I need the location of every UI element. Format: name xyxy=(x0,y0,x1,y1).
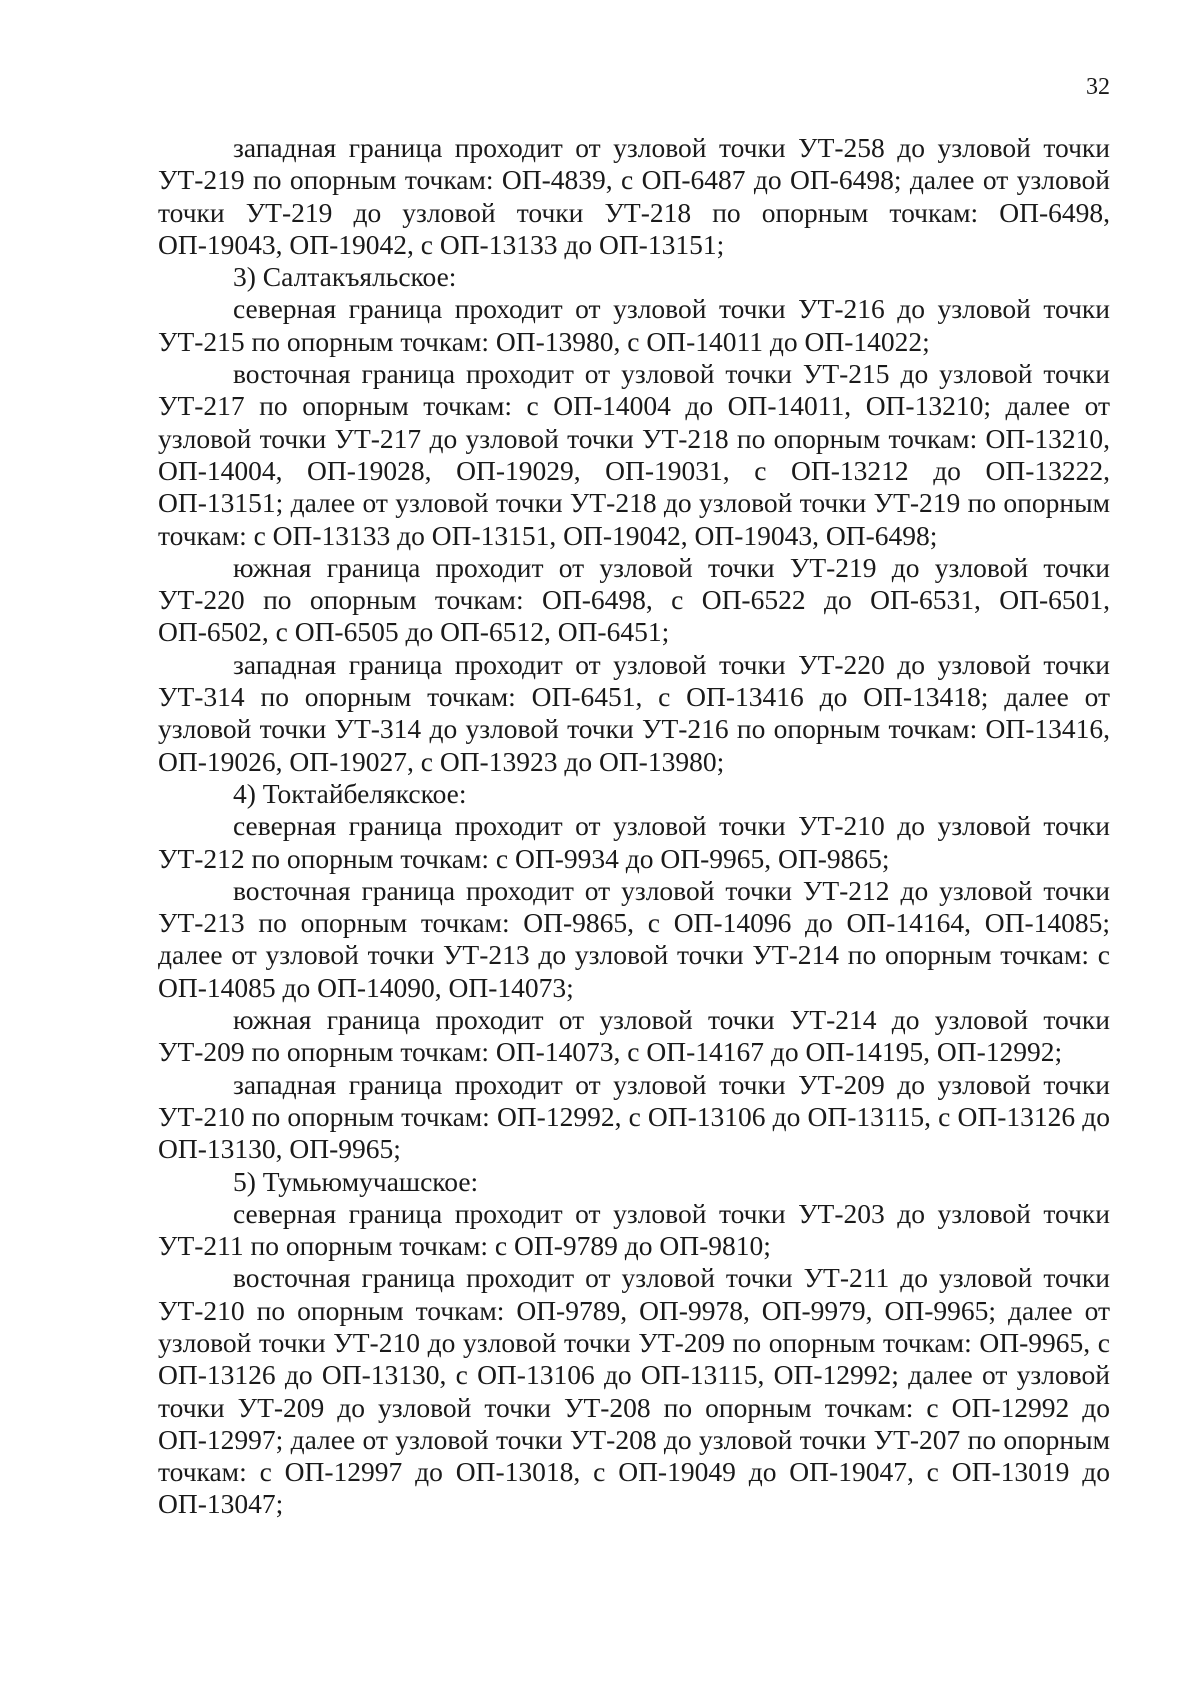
page-number: 32 xyxy=(1086,74,1110,100)
document-body xyxy=(158,132,1110,1521)
paragraph-western-boundary: западная граница проходит от узловой точки УТ-258 до узловой точки УТ-219 по опорным точкам: ОП-4839, с ОП-6487 до ОП-6498; далее от узловой точки УТ-219 до узловой точки УТ-218 по опорным точкам: ОП-6498, ОП-19043, ОП-19042, с ОП-13133 до ОП-13151; xyxy=(158,132,1110,260)
paragraph-western-boundary: западная граница проходит от узловой точки УТ-220 до узловой точки УТ-314 по опорным точкам: ОП-6451, с ОП-13416 до ОП-13418; далее от узловой точки УТ-314 до узловой точки УТ-216 по опорным точкам: ОП-13416, ОП-19026, ОП-19027, с ОП-13923 до ОП-13980; xyxy=(158,648,1110,777)
paragraph-eastern-boundary: восточная граница проходит от узловой точки УТ-212 до узловой точки УТ-213 по опорным точкам: ОП-9865, с ОП-14096 до ОП-14164, ОП-14085; далее от узловой точки УТ-213 до узловой точки УТ-214 по опорным точкам: с ОП-14085 до ОП-14090, ОП-14073; xyxy=(158,874,1110,1003)
paragraph-northern-boundary: северная граница проходит от узловой точки УТ-216 до узловой точки УТ-215 по опорным точкам: ОП-13980, с ОП-14011 до ОП-14022; xyxy=(158,293,1110,357)
paragraph-eastern-boundary: восточная граница проходит от узловой точки УТ-215 до узловой точки УТ-217 по опорным точкам: с ОП-14004 до ОП-14011, ОП-13210; далее от узловой точки УТ-217 до узловой точки УТ-218 по опорным точкам: ОП-13210, ОП-14004, ОП-19028, ОП-19029, ОП-19031, с ОП-13212 до ОП-13222, ОП-13151; далее от узловой точки УТ-218 до узловой точки УТ-219 по опорным точкам: с ОП-13133 до ОП-13151, ОП-19042, ОП-19043, ОП-6498; xyxy=(158,358,1110,551)
section-heading-saltakyalskoe: 3) Салтакъяльское: xyxy=(233,261,457,293)
paragraph-northern-boundary: северная граница проходит от узловой точки УТ-210 до узловой точки УТ-212 по опорным точкам: с ОП-9934 до ОП-9965, ОП-9865; xyxy=(158,810,1110,874)
paragraph-southern-boundary: южная граница проходит от узловой точки УТ-219 до узловой точки УТ-220 по опорным точкам: ОП-6498, с ОП-6522 до ОП-6531, ОП-6501, ОП-6502, с ОП-6505 до ОП-6512, ОП-6451; xyxy=(158,551,1110,648)
paragraph-eastern-boundary: восточная граница проходит от узловой точки УТ-211 до узловой точки УТ-210 по опорным точкам: ОП-9789, ОП-9978, ОП-9979, ОП-9965; далее от узловой точки УТ-210 до узловой точки УТ-209 по опорным точкам: ОП-9965, с ОП-13126 до ОП-13130, с ОП-13106 до ОП-13115, ОП-12992; далее от узловой точки УТ-209 до узловой точки УТ-208 по опорным точкам: с ОП-12992 до ОП-12997; далее от узловой точки УТ-208 до узловой точки УТ-207 по опорным точкам: с ОП-12997 до ОП-13018, с ОП-19049 до ОП-19047, с ОП-13019 до ОП-13047; xyxy=(158,1262,1110,1520)
paragraph-northern-boundary: северная граница проходит от узловой точки УТ-203 до узловой точки УТ-211 по опорным точкам: с ОП-9789 до ОП-9810; xyxy=(158,1197,1110,1262)
paragraph-western-boundary: западная граница проходит от узловой точки УТ-209 до узловой точки УТ-210 по опорным точкам: ОП-12992, с ОП-13106 до ОП-13115, с ОП-13126 до ОП-13130, ОП-9965; xyxy=(158,1068,1110,1165)
section-heading-toktaybelyakskoe: 4) Токтайбелякское: xyxy=(233,777,467,809)
paragraph-southern-boundary: южная граница проходит от узловой точки УТ-214 до узловой точки УТ-209 по опорным точкам: ОП-14073, с ОП-14167 до ОП-14195, ОП-12992; xyxy=(158,1004,1110,1068)
section-heading-tumyumuchashskoe: 5) Тумьюмучашское: xyxy=(233,1165,479,1197)
